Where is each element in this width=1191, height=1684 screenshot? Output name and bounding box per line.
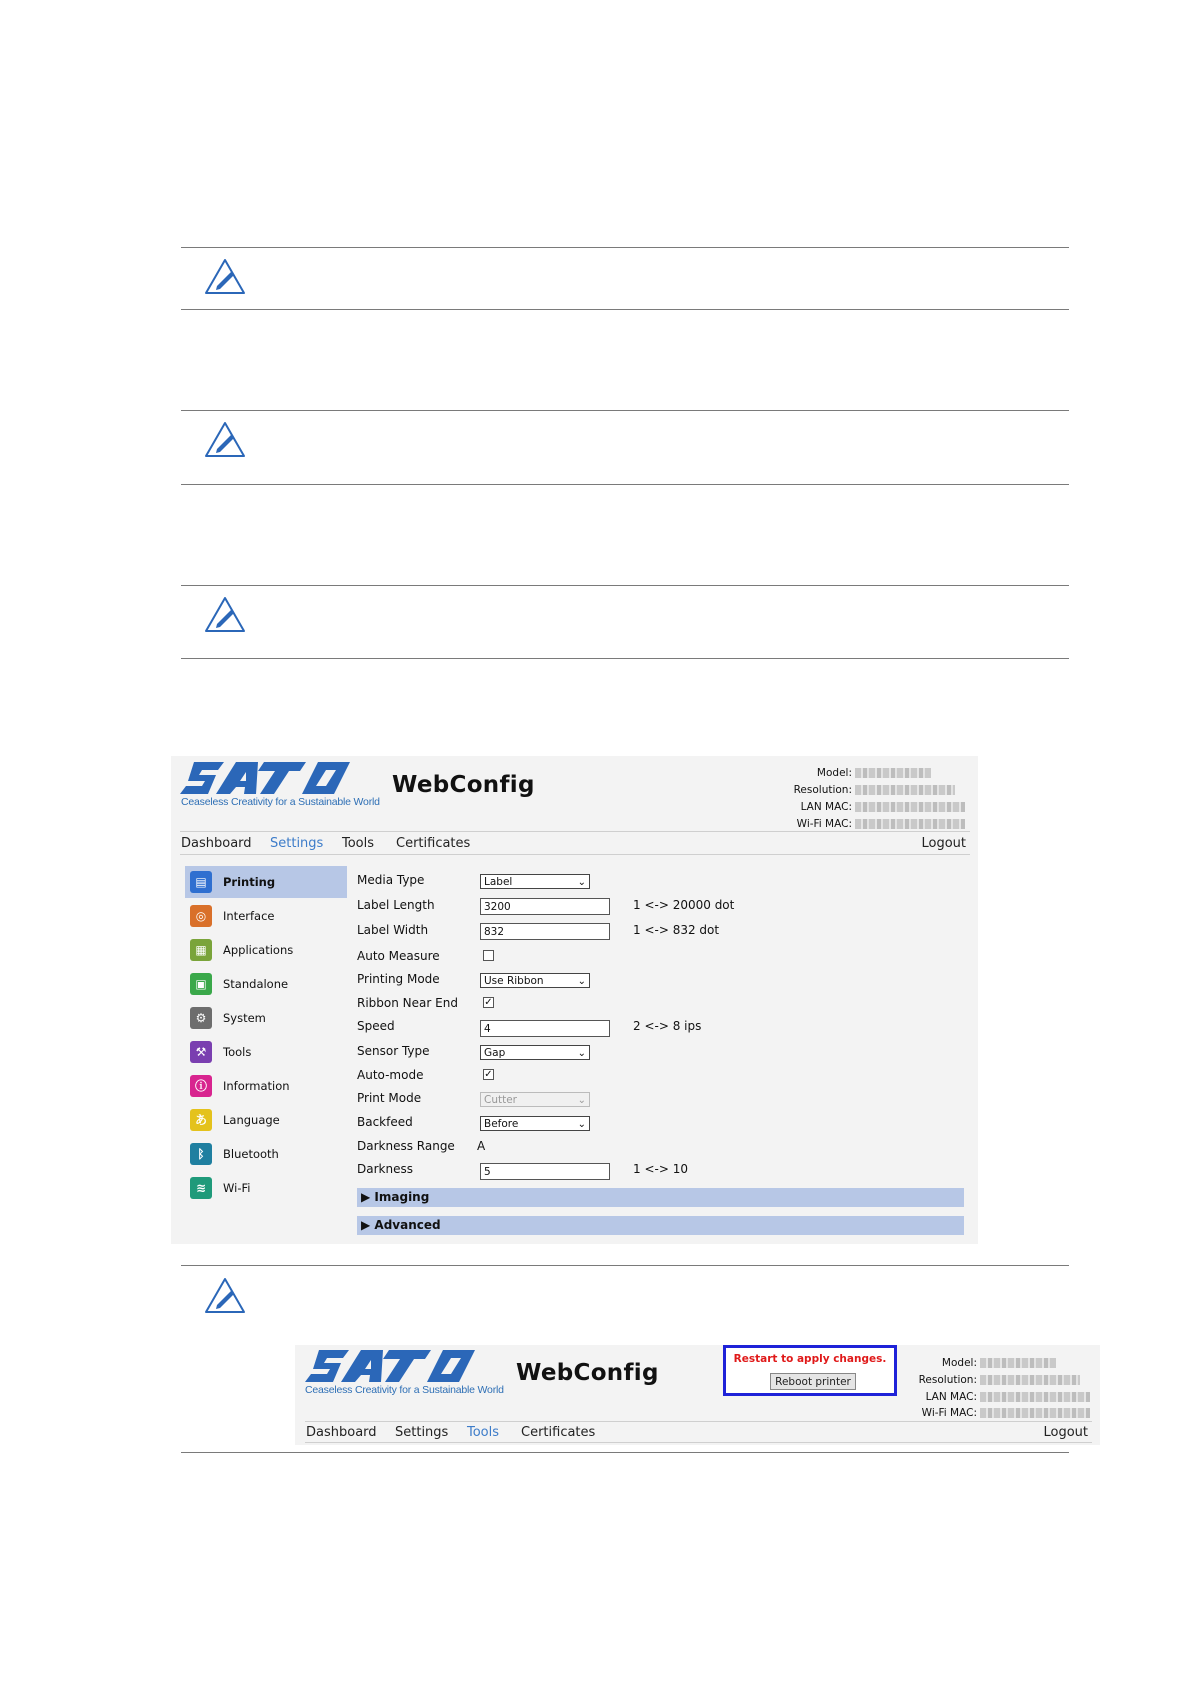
interface-icon: ◎ [190, 905, 212, 927]
chevron-down-icon: ⌄ [577, 877, 586, 888]
label-length-range: 1 <-> 20000 dot [633, 898, 735, 912]
information-icon: ⓘ [190, 1075, 212, 1097]
wifi-mac-value-redacted [855, 819, 965, 829]
auto-mode-label: Auto-mode [357, 1068, 424, 1082]
sidebar-item-tools[interactable] [185, 1036, 347, 1068]
lan-mac-label: LAN MAC: [925, 1391, 977, 1403]
print-mode-select[interactable] [480, 1092, 590, 1107]
standalone-icon: ▣ [190, 973, 212, 995]
imaging-section-toggle[interactable]: ▶ Imaging [357, 1188, 964, 1207]
applications-icon: ▦ [190, 939, 212, 961]
darkness-input[interactable]: 5 [480, 1163, 610, 1180]
sidebar-item-standalone[interactable] [185, 968, 347, 1000]
bluetooth-icon: ᛒ [190, 1143, 212, 1165]
nav-dashboard[interactable]: Dashboard [181, 836, 252, 851]
reboot-printer-button[interactable]: Reboot printer [770, 1373, 856, 1390]
auto-mode-checkbox[interactable]: ✓ [484, 1069, 493, 1080]
app-title: WebConfig [392, 772, 535, 798]
sato-tagline: Ceaseless Creativity for a Sustainable World [305, 1384, 504, 1396]
nav-tools[interactable]: Tools [467, 1425, 500, 1440]
note-pencil-icon [203, 257, 247, 297]
chevron-down-icon: ⌄ [577, 976, 586, 987]
sato-logo [180, 762, 352, 794]
nav-settings[interactable]: Settings [270, 836, 324, 851]
media-type-label: Media Type [357, 873, 425, 887]
sidebar-item-wifi[interactable] [185, 1172, 347, 1204]
print-mode-value: Cutter [484, 1094, 517, 1106]
resolution-label: Resolution: [793, 784, 852, 796]
chevron-down-icon: ⌄ [577, 1095, 586, 1106]
speed-range: 2 <-> 8 ips [633, 1019, 702, 1033]
sensor-type-value: Gap [484, 1047, 506, 1059]
system-gear-icon: ⚙ [190, 1007, 212, 1029]
darkness-range-value: A [477, 1139, 486, 1153]
resolution-label: Resolution: [918, 1374, 977, 1386]
sidebar-item-label: Standalone [223, 977, 289, 991]
note-pencil-icon [203, 595, 247, 635]
lan-mac-value-redacted [980, 1392, 1090, 1402]
chevron-down-icon: ⌄ [577, 1048, 586, 1059]
nav-settings[interactable]: Settings [395, 1425, 449, 1440]
sidebar-item-label: Printing [223, 875, 276, 889]
printer-icon: ▤ [190, 871, 212, 893]
label-length-label: Label Length [357, 898, 435, 912]
note-pencil-icon [203, 1276, 247, 1316]
note-divider [181, 1452, 1069, 1453]
sato-tagline: Ceaseless Creativity for a Sustainable World [181, 796, 380, 808]
nav-bottom-rule [180, 854, 970, 855]
label-width-label: Label Width [357, 923, 429, 937]
media-type-select[interactable] [480, 874, 590, 889]
sidebar-item-label: Bluetooth [223, 1147, 279, 1161]
sidebar-item-system[interactable] [185, 1002, 347, 1034]
nav-certificates[interactable]: Certificates [521, 1425, 596, 1440]
auto-measure-label: Auto Measure [357, 949, 440, 963]
nav-logout[interactable]: Logout [921, 836, 966, 851]
sidebar-item-label: Language [223, 1113, 280, 1127]
nav-top-rule [180, 831, 970, 832]
webconfig-restart-header-screenshot [295, 1345, 1100, 1445]
sidebar-item-label: Information [223, 1079, 290, 1093]
nav-bottom-rule [305, 1442, 1092, 1443]
tools-icon: ⚒ [190, 1041, 212, 1063]
printing-mode-value: Use Ribbon [484, 975, 544, 987]
media-type-value: Label [484, 876, 513, 888]
sidebar-item-language[interactable] [185, 1104, 347, 1136]
sidebar-item-bluetooth[interactable] [185, 1138, 347, 1170]
nav-tools[interactable]: Tools [342, 836, 375, 851]
note-divider [181, 410, 1069, 411]
webconfig-printing-settings-screenshot [171, 756, 978, 1244]
lan-mac-label: LAN MAC: [800, 801, 852, 813]
model-value-redacted [980, 1358, 1056, 1368]
lan-mac-value-redacted [855, 802, 965, 812]
backfeed-value: Before [484, 1118, 519, 1130]
ribbon-near-end-label: Ribbon Near End [357, 996, 458, 1010]
label-length-input[interactable]: 3200 [480, 898, 610, 915]
sensor-type-select[interactable] [480, 1045, 590, 1060]
sidebar-item-label: Interface [223, 909, 275, 923]
ribbon-near-end-checkbox[interactable]: ✓ [484, 997, 493, 1008]
sidebar-item-label: Applications [223, 943, 294, 957]
speed-label: Speed [357, 1019, 395, 1033]
note-divider [181, 585, 1069, 586]
sidebar-item-applications[interactable] [185, 934, 347, 966]
darkness-label: Darkness [357, 1162, 413, 1176]
note-pencil-icon [203, 420, 247, 460]
darkness-range: 1 <-> 10 [633, 1162, 688, 1176]
advanced-section-toggle[interactable]: ▶ Advanced [357, 1216, 964, 1235]
wifi-mac-label: Wi-Fi MAC: [921, 1407, 977, 1419]
model-value-redacted [855, 768, 931, 778]
sidebar-item-information[interactable] [185, 1070, 347, 1102]
restart-notice [723, 1345, 897, 1396]
printing-mode-select[interactable] [480, 973, 590, 988]
backfeed-select[interactable] [480, 1116, 590, 1131]
nav-certificates[interactable]: Certificates [396, 836, 471, 851]
resolution-value-redacted [855, 785, 955, 795]
note-divider [181, 309, 1069, 310]
print-mode-label: Print Mode [357, 1091, 422, 1105]
note-divider [181, 1265, 1069, 1266]
wifi-mac-value-redacted [980, 1408, 1090, 1418]
sidebar-item-label: Tools [223, 1045, 252, 1059]
note-divider [181, 484, 1069, 485]
restart-message: Restart to apply changes. [733, 1353, 887, 1365]
chevron-down-icon: ⌄ [577, 1119, 586, 1130]
sidebar-item-label: System [223, 1011, 266, 1025]
sato-logo [305, 1350, 477, 1382]
nav-logout[interactable]: Logout [1043, 1425, 1088, 1440]
wifi-icon: ≋ [190, 1177, 212, 1199]
label-width-range: 1 <-> 832 dot [633, 923, 720, 937]
language-icon: あ [190, 1109, 212, 1131]
model-label: Model: [816, 767, 852, 779]
printing-mode-label: Printing Mode [357, 972, 440, 986]
sensor-type-label: Sensor Type [357, 1044, 430, 1058]
resolution-value-redacted [980, 1375, 1080, 1385]
auto-measure-checkbox[interactable] [483, 950, 494, 961]
note-divider [181, 247, 1069, 248]
label-width-input[interactable]: 832 [480, 923, 610, 940]
wifi-mac-label: Wi-Fi MAC: [796, 818, 852, 830]
app-title: WebConfig [516, 1360, 659, 1386]
speed-input[interactable]: 4 [480, 1020, 610, 1037]
sidebar-item-label: Wi-Fi [223, 1181, 251, 1195]
backfeed-label: Backfeed [357, 1115, 413, 1129]
model-label: Model: [941, 1357, 977, 1369]
note-divider [181, 658, 1069, 659]
sidebar-item-interface[interactable] [185, 900, 347, 932]
sidebar-item-printing[interactable] [185, 866, 347, 898]
nav-top-rule [305, 1421, 1092, 1422]
darkness-range-label: Darkness Range [357, 1139, 455, 1153]
nav-dashboard[interactable]: Dashboard [306, 1425, 377, 1440]
